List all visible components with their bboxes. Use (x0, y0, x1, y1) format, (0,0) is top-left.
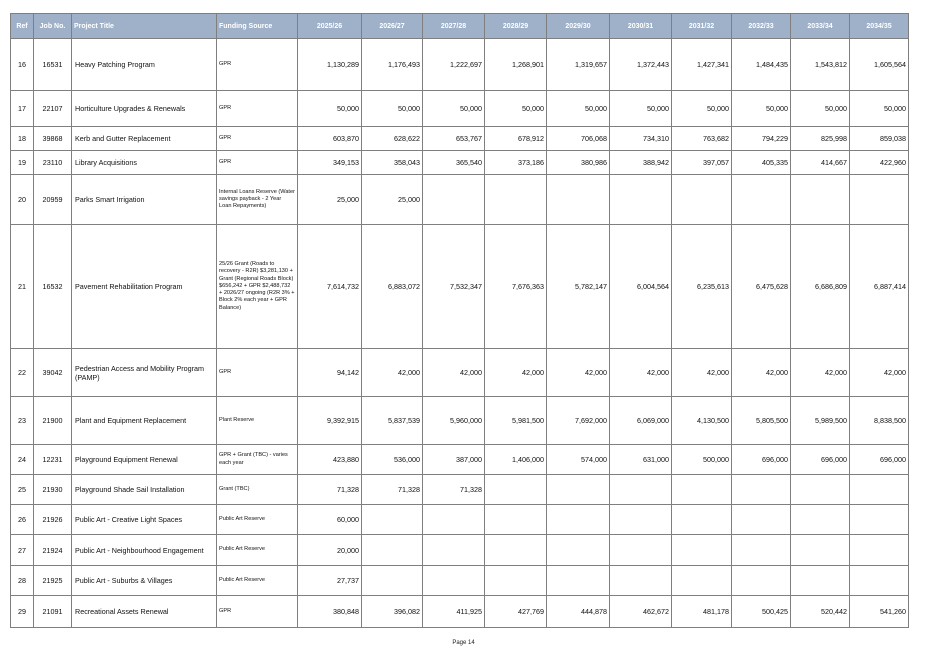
value-cell: 5,805,500 (732, 397, 791, 445)
table-row (11, 225, 909, 349)
table-row (11, 91, 909, 127)
column-header-year: 2029/30 (547, 14, 610, 39)
job-no-cell: 16532 (34, 225, 72, 349)
value-cell: 734,310 (610, 127, 672, 151)
value-cell: 1,222,697 (423, 39, 485, 91)
capital-works-table (10, 13, 909, 628)
project-title-cell: Parks Smart Irrigation (72, 175, 217, 225)
page-number: Page 14 (452, 640, 475, 646)
value-cell: 50,000 (362, 91, 423, 127)
value-cell: 628,622 (362, 127, 423, 151)
funding-source-cell: GPR + Grant (TBC) - varies each year (217, 445, 298, 475)
value-cell (672, 175, 732, 225)
value-cell (547, 535, 610, 566)
value-cell: 6,475,628 (732, 225, 791, 349)
value-cell: 42,000 (672, 349, 732, 397)
column-header-year: 2034/35 (850, 14, 909, 39)
value-cell (610, 535, 672, 566)
value-cell: 6,235,613 (672, 225, 732, 349)
value-cell: 94,142 (298, 349, 362, 397)
value-cell: 1,484,435 (732, 39, 791, 91)
value-cell: 6,686,809 (791, 225, 850, 349)
value-cell: 6,883,072 (362, 225, 423, 349)
value-cell: 6,069,000 (610, 397, 672, 445)
column-header-year: 2031/32 (672, 14, 732, 39)
value-cell: 71,328 (298, 475, 362, 505)
funding-source-cell: Public Art Reserve (217, 535, 298, 566)
column-header-year: 2026/27 (362, 14, 423, 39)
value-cell (732, 475, 791, 505)
funding-source-cell: GPR (217, 151, 298, 175)
value-cell (485, 566, 547, 596)
job-no-cell: 21925 (34, 566, 72, 596)
column-header-year: 2032/33 (732, 14, 791, 39)
value-cell: 50,000 (672, 91, 732, 127)
value-cell: 7,676,363 (485, 225, 547, 349)
project-title-cell: Horticulture Upgrades & Renewals (72, 91, 217, 127)
value-cell (423, 566, 485, 596)
value-cell: 349,153 (298, 151, 362, 175)
funding-source-cell: Internal Loans Reserve (Water savings payback - 2 Year Loan Repayments) (217, 175, 298, 225)
value-cell (362, 566, 423, 596)
value-cell (850, 566, 909, 596)
value-cell: 60,000 (298, 505, 362, 535)
ref-cell: 22 (11, 349, 34, 397)
value-cell: 7,532,347 (423, 225, 485, 349)
value-cell: 25,000 (298, 175, 362, 225)
value-cell: 50,000 (423, 91, 485, 127)
ref-cell: 28 (11, 566, 34, 596)
job-no-cell: 21926 (34, 505, 72, 535)
project-title-cell: Heavy Patching Program (72, 39, 217, 91)
column-header-year: 2030/31 (610, 14, 672, 39)
column-header-ref: Ref (11, 14, 34, 39)
value-cell: 536,000 (362, 445, 423, 475)
value-cell: 1,406,000 (485, 445, 547, 475)
value-cell: 42,000 (850, 349, 909, 397)
column-header-year: 2025/26 (298, 14, 362, 39)
funding-source-cell: Public Art Reserve (217, 566, 298, 596)
value-cell: 574,000 (547, 445, 610, 475)
value-cell: 5,989,500 (791, 397, 850, 445)
value-cell: 365,540 (423, 151, 485, 175)
job-no-cell: 21091 (34, 596, 72, 628)
value-cell: 414,667 (791, 151, 850, 175)
value-cell (547, 505, 610, 535)
value-cell: 603,870 (298, 127, 362, 151)
value-cell: 5,960,000 (423, 397, 485, 445)
value-cell: 541,260 (850, 596, 909, 628)
value-cell: 825,998 (791, 127, 850, 151)
value-cell: 71,328 (362, 475, 423, 505)
value-cell: 678,912 (485, 127, 547, 151)
funding-source-cell: 25/26 Grant (Roads to recovery - R2R) $3,281,130 + Grant (Regional Roads Block) $656,242 + GPR $2,488,732 + 2026/27 ongoing (R2R 3% + Block 2% each year + GPR Balance) (217, 225, 298, 349)
value-cell: 411,925 (423, 596, 485, 628)
value-cell: 1,130,289 (298, 39, 362, 91)
job-no-cell: 22107 (34, 91, 72, 127)
value-cell: 696,000 (791, 445, 850, 475)
ref-cell: 27 (11, 535, 34, 566)
value-cell: 50,000 (850, 91, 909, 127)
ref-cell: 19 (11, 151, 34, 175)
table-row (11, 475, 909, 505)
value-cell: 1,176,493 (362, 39, 423, 91)
value-cell: 358,043 (362, 151, 423, 175)
table-row (11, 535, 909, 566)
value-cell (850, 475, 909, 505)
table-row (11, 445, 909, 475)
table-row (11, 151, 909, 175)
value-cell: 20,000 (298, 535, 362, 566)
value-cell: 1,319,657 (547, 39, 610, 91)
value-cell (791, 475, 850, 505)
value-cell: 397,057 (672, 151, 732, 175)
value-cell: 6,887,414 (850, 225, 909, 349)
value-cell (672, 505, 732, 535)
table-row (11, 127, 909, 151)
value-cell (732, 535, 791, 566)
value-cell (547, 566, 610, 596)
table-row (11, 505, 909, 535)
value-cell: 9,392,915 (298, 397, 362, 445)
value-cell (610, 475, 672, 505)
table-row (11, 566, 909, 596)
value-cell (547, 475, 610, 505)
value-cell: 444,878 (547, 596, 610, 628)
value-cell: 696,000 (732, 445, 791, 475)
column-header-year: 2028/29 (485, 14, 547, 39)
value-cell: 500,425 (732, 596, 791, 628)
value-cell: 423,880 (298, 445, 362, 475)
value-cell: 396,082 (362, 596, 423, 628)
value-cell (732, 566, 791, 596)
project-title-cell: Playground Equipment Renewal (72, 445, 217, 475)
project-title-cell: Public Art - Neighbourhood Engagement (72, 535, 217, 566)
column-header-project-title: Project Title (72, 14, 217, 39)
value-cell (485, 535, 547, 566)
value-cell: 653,767 (423, 127, 485, 151)
value-cell: 380,848 (298, 596, 362, 628)
funding-source-cell: Plant Reserve (217, 397, 298, 445)
value-cell: 42,000 (362, 349, 423, 397)
value-cell: 5,981,500 (485, 397, 547, 445)
value-cell: 1,543,812 (791, 39, 850, 91)
table-row (11, 596, 909, 628)
value-cell: 71,328 (423, 475, 485, 505)
funding-source-cell: Grant (TBC) (217, 475, 298, 505)
value-cell (362, 535, 423, 566)
value-cell: 7,614,732 (298, 225, 362, 349)
value-cell (732, 175, 791, 225)
ref-cell: 20 (11, 175, 34, 225)
value-cell: 1,268,901 (485, 39, 547, 91)
value-cell (791, 505, 850, 535)
funding-source-cell: Public Art Reserve (217, 505, 298, 535)
value-cell (732, 505, 791, 535)
value-cell: 373,186 (485, 151, 547, 175)
ref-cell: 29 (11, 596, 34, 628)
project-title-cell: Public Art - Creative Light Spaces (72, 505, 217, 535)
value-cell: 462,672 (610, 596, 672, 628)
value-cell: 405,335 (732, 151, 791, 175)
value-cell (547, 175, 610, 225)
value-cell: 631,000 (610, 445, 672, 475)
value-cell: 50,000 (485, 91, 547, 127)
value-cell (362, 505, 423, 535)
value-cell: 427,769 (485, 596, 547, 628)
value-cell: 6,004,564 (610, 225, 672, 349)
job-no-cell: 21924 (34, 535, 72, 566)
ref-cell: 24 (11, 445, 34, 475)
value-cell: 5,782,147 (547, 225, 610, 349)
value-cell: 7,692,000 (547, 397, 610, 445)
value-cell (610, 175, 672, 225)
table-row (11, 39, 909, 91)
job-no-cell: 21930 (34, 475, 72, 505)
ref-cell: 18 (11, 127, 34, 151)
value-cell: 50,000 (732, 91, 791, 127)
project-title-cell: Kerb and Gutter Replacement (72, 127, 217, 151)
ref-cell: 17 (11, 91, 34, 127)
ref-cell: 23 (11, 397, 34, 445)
value-cell (485, 475, 547, 505)
table-body (11, 39, 909, 628)
value-cell (672, 475, 732, 505)
value-cell (423, 505, 485, 535)
value-cell (850, 175, 909, 225)
value-cell: 42,000 (485, 349, 547, 397)
value-cell: 422,960 (850, 151, 909, 175)
ref-cell: 26 (11, 505, 34, 535)
project-title-cell: Pedestrian Access and Mobility Program (PAMP) (72, 349, 217, 397)
job-no-cell: 20959 (34, 175, 72, 225)
job-no-cell: 21900 (34, 397, 72, 445)
value-cell: 763,682 (672, 127, 732, 151)
project-title-cell: Recreational Assets Renewal (72, 596, 217, 628)
value-cell: 696,000 (850, 445, 909, 475)
value-cell: 387,000 (423, 445, 485, 475)
value-cell (850, 505, 909, 535)
job-no-cell: 23110 (34, 151, 72, 175)
project-title-cell: Playground Shade Sail Installation (72, 475, 217, 505)
value-cell (610, 505, 672, 535)
value-cell: 50,000 (298, 91, 362, 127)
value-cell: 481,178 (672, 596, 732, 628)
value-cell: 794,229 (732, 127, 791, 151)
value-cell: 500,000 (672, 445, 732, 475)
value-cell: 1,372,443 (610, 39, 672, 91)
job-no-cell: 39042 (34, 349, 72, 397)
value-cell: 4,130,500 (672, 397, 732, 445)
value-cell: 50,000 (610, 91, 672, 127)
column-header-job-no: Job No. (34, 14, 72, 39)
value-cell: 520,442 (791, 596, 850, 628)
value-cell: 27,737 (298, 566, 362, 596)
funding-source-cell: GPR (217, 349, 298, 397)
value-cell: 859,038 (850, 127, 909, 151)
value-cell: 388,942 (610, 151, 672, 175)
table-row (11, 397, 909, 445)
value-cell: 42,000 (547, 349, 610, 397)
value-cell (791, 535, 850, 566)
job-no-cell: 16531 (34, 39, 72, 91)
ref-cell: 21 (11, 225, 34, 349)
ref-cell: 16 (11, 39, 34, 91)
value-cell: 42,000 (610, 349, 672, 397)
funding-source-cell: GPR (217, 127, 298, 151)
project-title-cell: Pavement Rehabilitation Program (72, 225, 217, 349)
value-cell: 5,837,539 (362, 397, 423, 445)
job-no-cell: 12231 (34, 445, 72, 475)
column-header-year: 2027/28 (423, 14, 485, 39)
value-cell (791, 175, 850, 225)
project-title-cell: Library Acquisitions (72, 151, 217, 175)
header-row (11, 14, 909, 39)
job-no-cell: 39868 (34, 127, 72, 151)
funding-source-cell: GPR (217, 91, 298, 127)
table-row (11, 349, 909, 397)
value-cell: 1,605,564 (850, 39, 909, 91)
value-cell (791, 566, 850, 596)
value-cell (423, 175, 485, 225)
value-cell: 42,000 (423, 349, 485, 397)
value-cell (423, 535, 485, 566)
value-cell: 50,000 (547, 91, 610, 127)
value-cell: 380,986 (547, 151, 610, 175)
value-cell (485, 505, 547, 535)
column-header-funding-source: Funding Source (217, 14, 298, 39)
value-cell (485, 175, 547, 225)
table-row (11, 175, 909, 225)
project-title-cell: Public Art - Suburbs & Villages (72, 566, 217, 596)
value-cell (672, 535, 732, 566)
value-cell (850, 535, 909, 566)
funding-source-cell: GPR (217, 596, 298, 628)
project-title-cell: Plant and Equipment Replacement (72, 397, 217, 445)
value-cell: 25,000 (362, 175, 423, 225)
ref-cell: 25 (11, 475, 34, 505)
column-header-year: 2033/34 (791, 14, 850, 39)
value-cell (610, 566, 672, 596)
value-cell: 42,000 (732, 349, 791, 397)
value-cell: 1,427,341 (672, 39, 732, 91)
value-cell: 42,000 (791, 349, 850, 397)
value-cell: 50,000 (791, 91, 850, 127)
funding-source-cell: GPR (217, 39, 298, 91)
value-cell: 8,838,500 (850, 397, 909, 445)
value-cell (672, 566, 732, 596)
value-cell: 706,068 (547, 127, 610, 151)
